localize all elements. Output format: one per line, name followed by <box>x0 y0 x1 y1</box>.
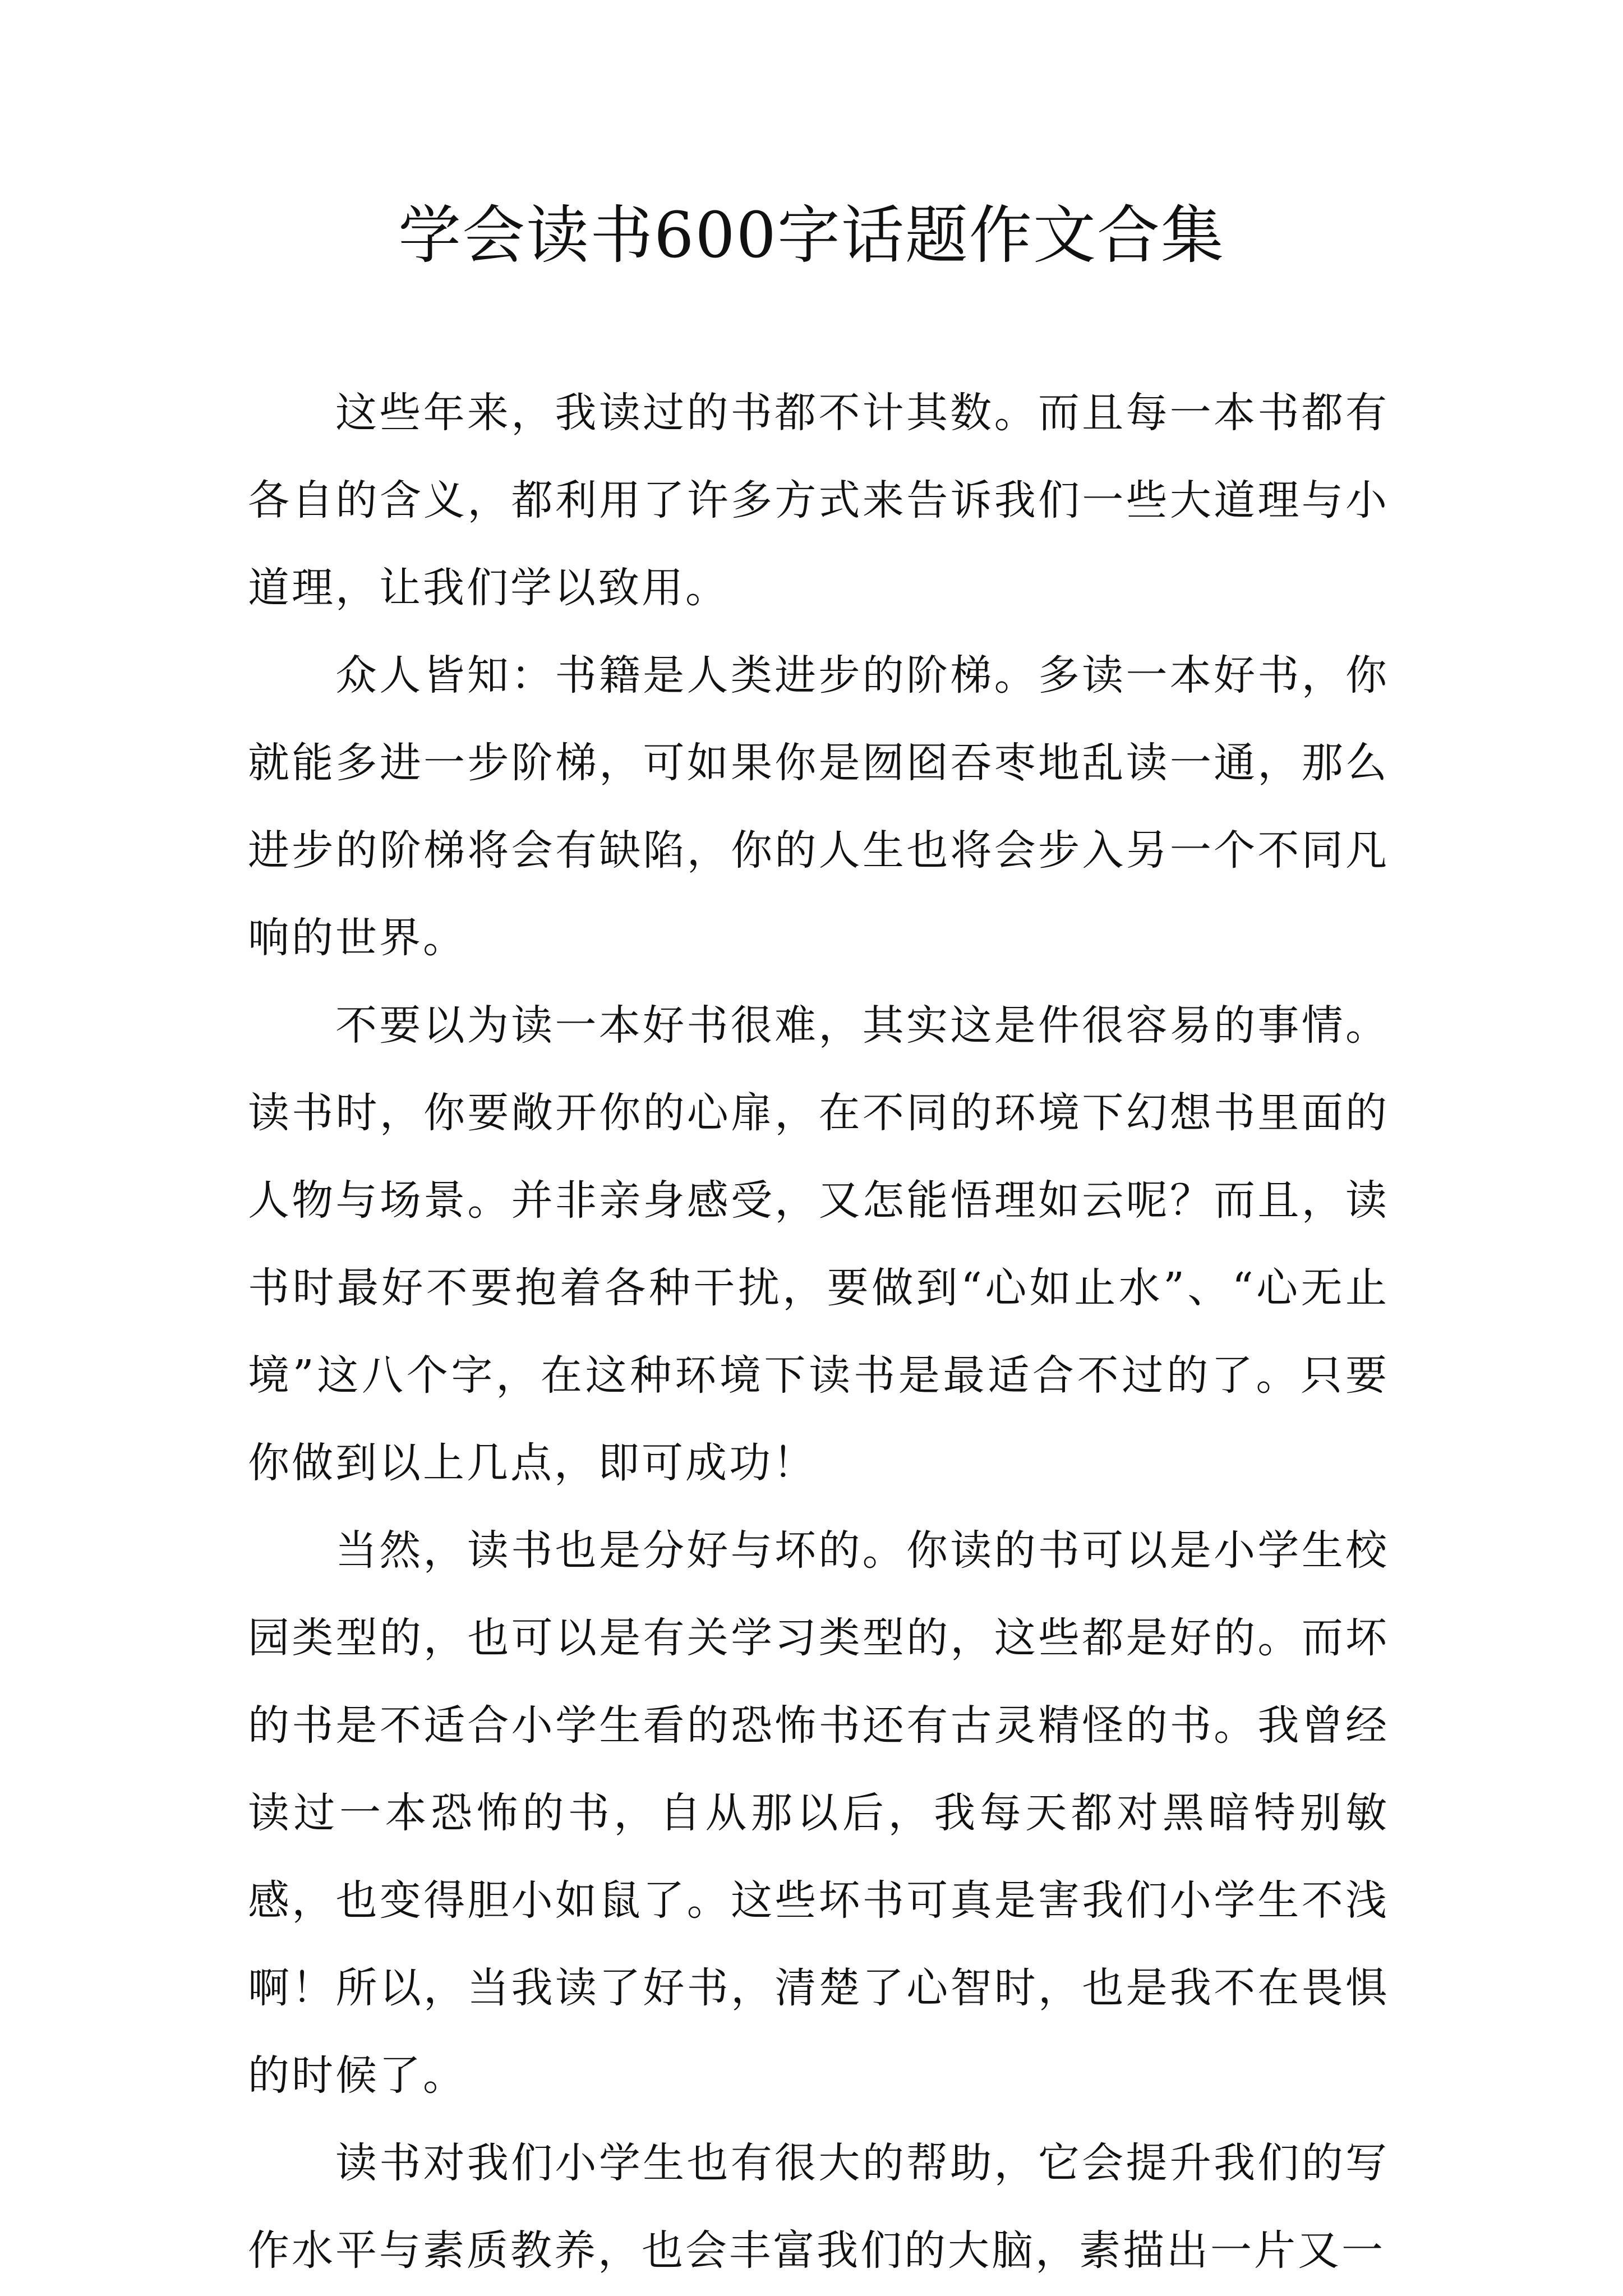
paragraph-3: 不要以为读一本好书很难，其实这是件很容易的事情。读书时，你要敞开你的心扉，在不同的环境下幻想书里面的人物与场景。并非亲身感受，又怎能悟理如云呢？而且，读书时最好不要抱着各种干扰，要做到“心如止水”、“心无止境”这八个字，在这种环境下读书是最适合不过的了。只要你做到以上几点，即可成功！ <box>248 1001 1389 1487</box>
paragraph-2: 众人皆知：书籍是人类进步的阶梯。多读一本好书，你就能多进一步阶梯，可如果你是囫囵吞枣地乱读一通，那么进步的阶梯将会有缺陷，你的人生也将会步入另一个不同凡响的世界。 <box>248 651 1389 962</box>
document-body <box>248 369 1389 2294</box>
paragraph-5: 读书对我们小学生也有很大的帮助，它会提升我们的写作水平与素质教养，也会丰富我们的大脑，素描出一片又一 <box>248 2139 1389 2275</box>
paragraph-4: 当然，读书也是分好与坏的。你读的书可以是小学生校园类型的，也可以是有关学习类型的，这些都是好的。而坏的书是不适合小学生看的恐怖书还有古灵精怪的书。我曾经读过一本恐怖的书，自从那以后，我每天都对黑暗特别敏感，也变得胆小如鼠了。这些坏书可真是害我们小学生不浅啊！所以，当我读了好书，清楚了心智时，也是我不在畏惧的时候了。 <box>248 1526 1389 2100</box>
paragraph-1: 这些年来，我读过的书都不计其数。而且每一本书都有各自的含义，都利用了许多方式来告诉我们一些大道理与小道理，让我们学以致用。 <box>248 389 1389 612</box>
document-title: 学会读书600字话题作文合集 <box>398 199 1225 272</box>
